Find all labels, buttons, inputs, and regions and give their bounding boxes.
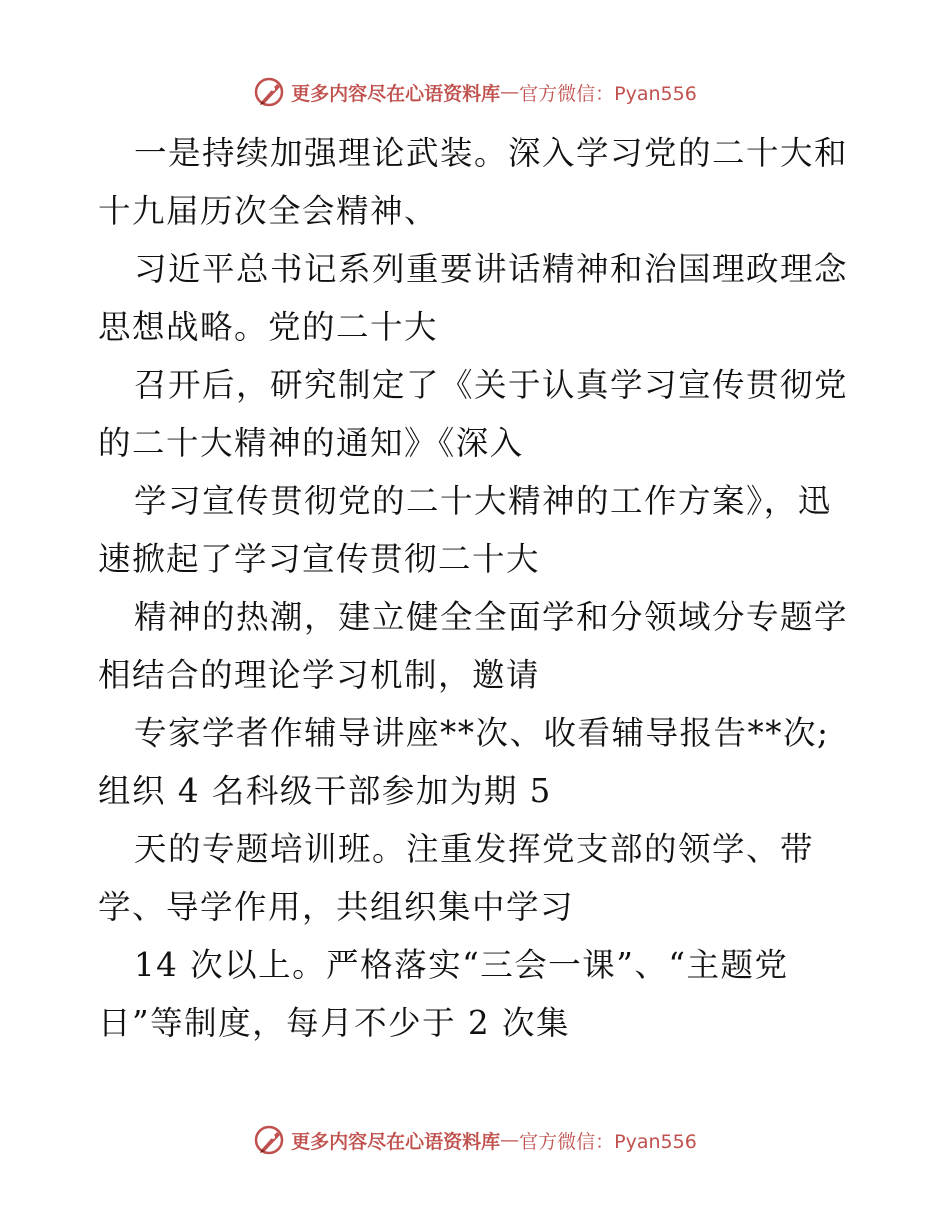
pen-logo-icon [253, 75, 287, 109]
paragraph-line: 14 次以上。严格落实“三会一课”、“主题党 [134, 946, 789, 984]
paragraph-line: 思想战略。党的二十大 [98, 308, 439, 346]
document-body [98, 124, 858, 1052]
paragraph-line: 十九届历次全会精神、 [98, 192, 439, 230]
watermark-brand: 更多内容尽在心语资料库 [291, 82, 501, 105]
pen-logo-icon [253, 1123, 287, 1157]
paragraph-line: 召开后，研究制定了《关于认真学习宣传贯彻党 [134, 366, 849, 404]
paragraph-line: 学习宣传贯彻党的二十大精神的工作方案》，迅 [134, 482, 832, 520]
paragraph-line: 习近平总书记系列重要讲话精神和治国理政理念 [134, 250, 849, 288]
paragraph-line: 日”等制度，每月不少于 2 次集 [98, 1004, 570, 1042]
paragraph-line: 天的专题培训班。注重发挥党支部的领学、带 [134, 830, 815, 868]
paragraph-line: 的二十大精神的通知》《深入 [98, 424, 524, 462]
paragraph-line: 一是持续加强理论武装。深入学习党的二十大和 [134, 134, 849, 172]
watermark-separator: — [500, 1129, 520, 1151]
paragraph-line: 专家学者作辅导讲座**次、收看辅导报告**次; [134, 714, 830, 752]
paragraph-line: 精神的热潮，建立健全全面学和分领域分专题学 [134, 598, 849, 636]
watermark-brand: 更多内容尽在心语资料库 [291, 1130, 501, 1153]
paragraph-line: 学、导学作用，共组织集中学习 [98, 888, 575, 926]
footer-watermark [0, 1120, 950, 1160]
header-watermark [0, 72, 950, 112]
paragraph-line: 相结合的理论学习机制，邀请 [98, 656, 541, 694]
paragraph-line: 速掀起了学习宣传贯彻二十大 [98, 540, 541, 578]
watermark-separator: — [500, 81, 520, 103]
watermark-contact: 官方微信：Pyan556 [519, 1130, 697, 1153]
watermark-contact: 官方微信：Pyan556 [519, 82, 697, 105]
paragraph-line: 组织 4 名科级干部参加为期 5 [98, 772, 552, 810]
